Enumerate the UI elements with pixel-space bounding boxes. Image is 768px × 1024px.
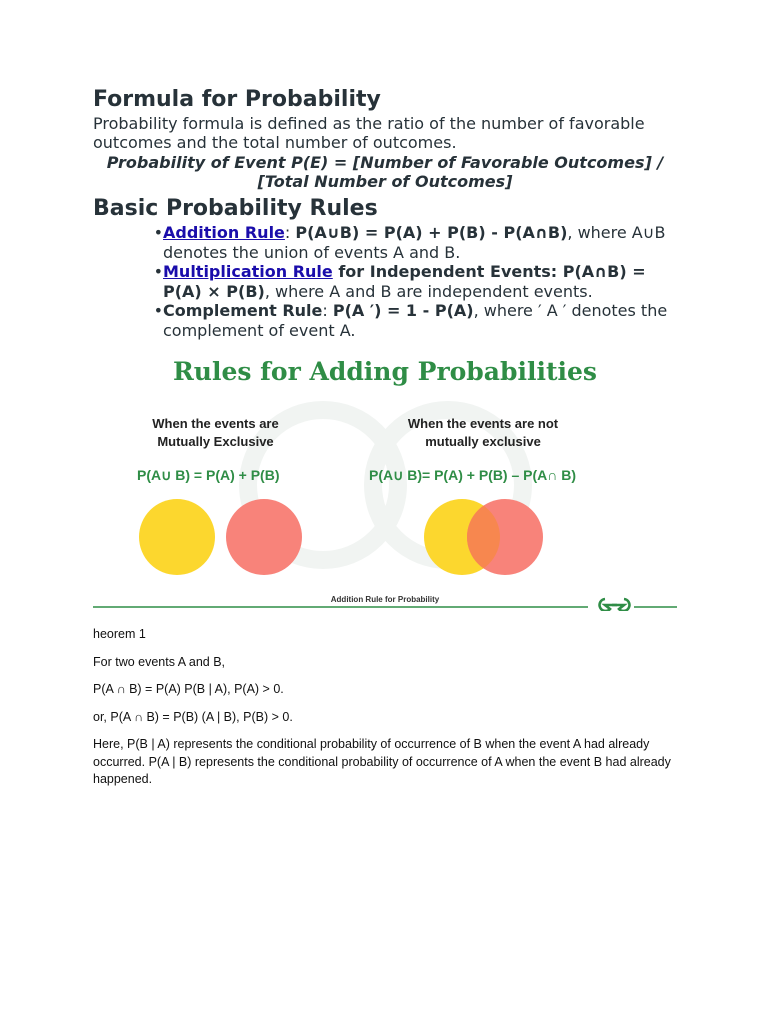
rule-multiplication [153, 262, 677, 301]
rules-list [93, 223, 677, 340]
bullet: • [153, 301, 163, 320]
complement-rule-formula: P(A ′) = 1 - P(A) [332, 301, 474, 320]
article-section [93, 86, 677, 340]
theorem-explanation: Here, P(B | A) represents the conditional probability of occurrence of B when the event A had already occurred. P(A | B) represents the conditional probability of occurrence of A when the event B had already happened. [93, 737, 671, 786]
theorem-formula-1: P(A ∩ B) = P(A) P(B | A), P(A) > 0. [93, 682, 284, 696]
complement-rule-text: , where ′ A ′ denotes the complement of event A. [163, 301, 668, 340]
addition-rule-formula: P(A∪B) = P(A) + P(B) - P(A∩B) [295, 223, 568, 242]
theorem-formula-2: or, P(A ∩ B) = P(B) (A | B), P(B) > 0. [93, 709, 293, 724]
mutually-exclusive-label: When the events are Mutually Exclusive [152, 416, 279, 449]
page-title: Formula for Probability [93, 87, 381, 112]
rules-heading: Basic Probability Rules [93, 196, 378, 221]
multiplication-rule-text: , where A and B are independent events. [264, 281, 593, 301]
not-mutually-exclusive-formula: P(A∪ B)= P(A) + P(B) – P(A∩ B) [369, 467, 577, 483]
bullet: • [153, 223, 163, 242]
complement-rule-label: Complement Rule [163, 301, 323, 320]
theorem-intro: For two events A and B, [93, 654, 226, 669]
rule-sep: : [284, 223, 296, 242]
intro-paragraph: Probability formula is defined as the ratio of the number of favorable outcomes and the total number of outcomes. [93, 114, 645, 152]
bullet: • [153, 262, 163, 281]
infographic-caption: Addition Rule for Probability [330, 595, 440, 604]
rule-complement [153, 301, 677, 340]
event-b-circle-left [226, 499, 302, 575]
addition-rule-infographic [93, 355, 677, 611]
theorem-section [93, 626, 677, 799]
rule-addition [153, 223, 677, 262]
multiplication-rule-formula: for Independent Events: P(A∩B) = P(A) × P(B) [163, 262, 646, 301]
event-a-circle-left [139, 499, 215, 575]
not-mutually-exclusive-label: When the events are not mutually exclusive [407, 416, 559, 449]
addition-rule-text: , where A∪B denotes the union of events A and B. [163, 223, 666, 262]
theorem-heading: heorem 1 [93, 627, 146, 641]
infographic-title: Rules for Adding Probabilities [173, 357, 597, 386]
probability-formula: Probability of Event P(E) = [Number of Favorable Outcomes] / [Total Number of Outcomes] [106, 153, 664, 191]
mutually-exclusive-formula: P(A∪ B) = P(A) + P(B) [137, 467, 280, 483]
multiplication-rule-link[interactable]: Multiplication Rule [163, 262, 333, 281]
addition-rule-link[interactable]: Addition Rule [163, 223, 285, 242]
rule-sep: : [322, 301, 333, 320]
